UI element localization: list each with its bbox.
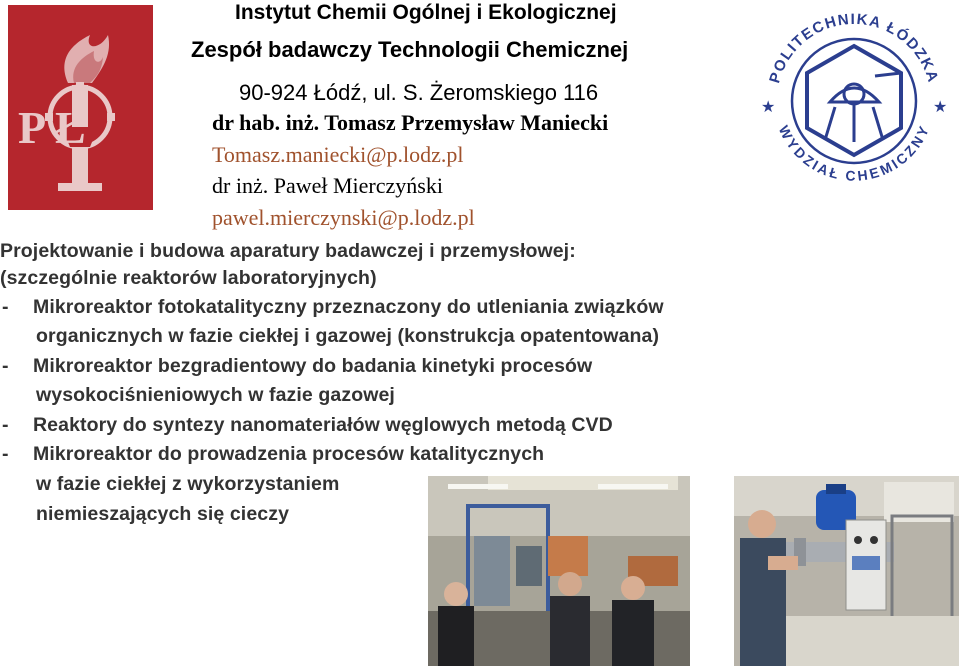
address: 90-924 Łódź, ul. S. Żeromskiego 116 [239, 80, 599, 105]
person-2-email[interactable]: pawel.mierczynski@p.lodz.pl [212, 205, 475, 230]
item-2-dash: - [2, 355, 9, 377]
wydzial-chemiczny-logo [755, 2, 953, 200]
wch-logo-bottom-text: WYDZIAŁ CHEMICZNY [775, 122, 933, 184]
item-3-line-1: Reaktory do syntezy nanomateriałów węglowych metodą CVD [33, 414, 613, 436]
heading-line-2: (szczególnie reaktorów laboratoryjnych) [0, 267, 377, 289]
person-1-name: dr hab. inż. Tomasz Przemysław Maniecki [212, 110, 609, 135]
heading-line-1: Projektowanie i budowa aparatury badawczej i przemysłowej: [0, 240, 576, 262]
wch-logo-top-text: POLITECHNIKA ŁÓDZKA [766, 10, 942, 86]
item-4-line-2: w fazie ciekłej z wykorzystaniem [36, 473, 340, 495]
team-name: Zespół badawczy Technologii Chemicznej [191, 37, 629, 62]
item-4-line-1: Mikroreaktor do prowadzenia procesów katalitycznych [33, 443, 545, 465]
wch-logo-graphic [755, 2, 953, 200]
pl-logo-letters: P Ł [18, 102, 86, 153]
person-1-email[interactable]: Tomasz.maniecki@p.lodz.pl [212, 142, 464, 167]
item-3-dash: - [2, 414, 9, 436]
item-2-line-1: Mikroreaktor bezgradientowy do badania kinetyki procesów [33, 355, 593, 377]
lab-photo-reactor [734, 476, 959, 666]
item-1-line-1: Mikroreaktor fotokatalityczny przeznaczony do utleniania związków [33, 296, 664, 318]
lab-photo-team-graphic [428, 476, 690, 666]
item-1-line-2: organicznych w fazie ciekłej i gazowej (konstrukcja opatentowana) [36, 325, 660, 347]
svg-text:★: ★ [933, 99, 948, 116]
person-2-name: dr inż. Paweł Mierczyński [212, 173, 443, 198]
institute-name: Instytut Chemii Ogólnej i Ekologicznej [235, 1, 617, 24]
item-4-dash: - [2, 443, 9, 465]
item-1-dash: - [2, 296, 9, 318]
pl-logo-graphic [8, 5, 153, 210]
item-4-line-3: niemieszających się cieczy [36, 503, 290, 525]
svg-text:★: ★ [761, 99, 776, 116]
lab-photo-reactor-graphic [734, 476, 959, 666]
politechnika-lodzka-logo [8, 5, 153, 210]
item-2-line-2: wysokociśnieniowych w fazie gazowej [36, 384, 395, 406]
lab-photo-team [428, 476, 690, 666]
